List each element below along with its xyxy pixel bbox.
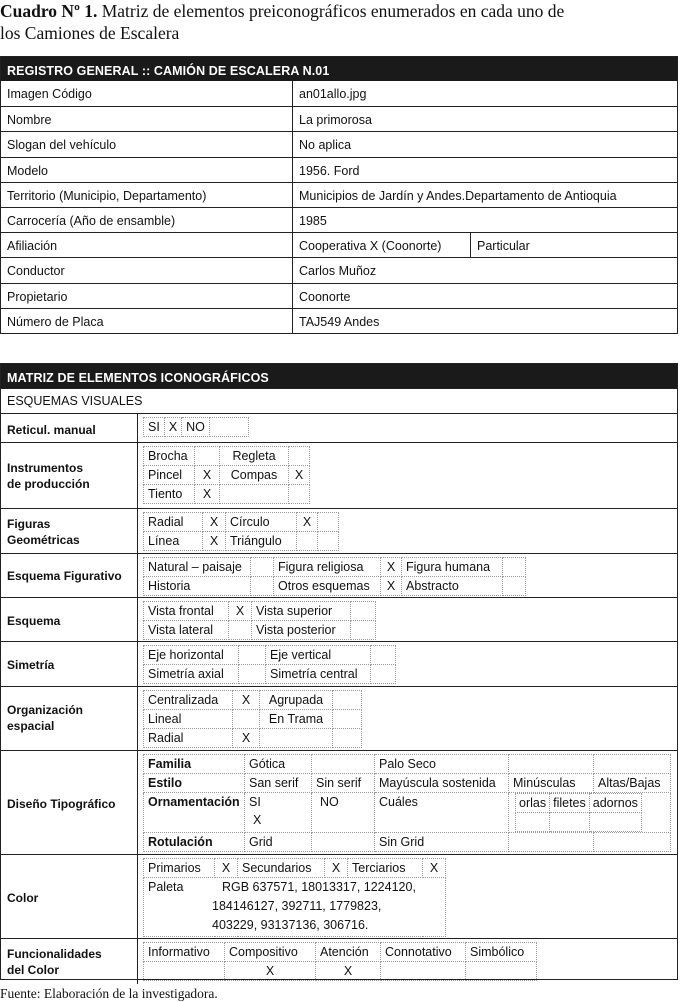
registro-row-label: Territorio (Municipio, Departamento) — [7, 188, 207, 203]
cell-mark: X — [381, 558, 402, 577]
cell-mark: X — [164, 418, 181, 437]
cell — [220, 485, 289, 504]
registro-row — [1, 131, 677, 156]
label-line: Organización — [7, 703, 84, 717]
cell-mark — [289, 447, 310, 466]
cell — [351, 602, 376, 621]
cell — [251, 577, 274, 596]
tipografico-grid — [143, 754, 671, 852]
paleta-cell — [144, 878, 446, 937]
cell: Regleta — [220, 447, 289, 466]
label-line: del Color — [7, 963, 60, 977]
cell — [351, 621, 376, 640]
cell: Grid — [245, 833, 312, 852]
cell-mark: X — [203, 532, 226, 551]
cell: Historia — [144, 577, 251, 596]
cell: San serif — [245, 774, 312, 793]
registro-row-value: 1956. Ford — [299, 163, 360, 178]
funcionalidades-grid — [143, 942, 537, 981]
label-diseno-tipografico: Diseño Tipográfico — [7, 797, 116, 811]
cell — [239, 665, 266, 684]
row-reticul-manual — [1, 413, 677, 442]
cell — [318, 532, 339, 551]
cell: Vista frontal — [144, 602, 229, 621]
cell: Compas — [220, 466, 289, 485]
cell — [312, 833, 375, 852]
cell — [209, 418, 248, 437]
registro-row — [1, 308, 677, 333]
cell-mark — [466, 962, 537, 981]
label-line: Instrumentos — [7, 461, 84, 475]
registro-rows — [1, 81, 677, 333]
cell-mark: X — [203, 513, 226, 532]
label-simetria: Simetría — [7, 658, 55, 672]
registro-general-table — [0, 56, 678, 334]
cell-mark: X — [229, 602, 252, 621]
registro-row — [1, 106, 677, 131]
cell: Sin Grid — [375, 833, 509, 852]
si-text: SI — [249, 795, 261, 809]
cell: NO — [182, 418, 210, 437]
cell: Altas/Bajas — [594, 774, 671, 793]
paleta-label: Paleta — [148, 880, 184, 894]
paleta-line: 184146127, 392711, 1779823, — [212, 899, 382, 913]
cell — [594, 833, 671, 852]
cell: Connotativo — [381, 943, 466, 962]
cell — [260, 729, 333, 748]
cell: Figura humana — [402, 558, 503, 577]
source-footnote: Fuente: Elaboración de la investigadora. — [0, 986, 218, 1001]
cell — [503, 577, 526, 596]
registro-row — [1, 283, 677, 308]
cell: Agrupada — [260, 691, 333, 710]
label-line: de producción — [7, 477, 90, 491]
cell: Primarios — [144, 859, 215, 878]
cell-mark: X — [225, 962, 316, 981]
row-simetria — [1, 641, 677, 686]
row-esquema-figurativo — [1, 553, 677, 597]
row-color — [1, 854, 677, 938]
caption-text-line1: Matriz de elementos preiconográficos enumerados en cada uno de — [97, 1, 565, 21]
cell — [594, 755, 671, 774]
cell-sub — [509, 793, 671, 833]
registro-row-label: Modelo — [7, 163, 48, 178]
registro-row-value-2: Particular — [477, 239, 530, 254]
cell: Atención — [316, 943, 381, 962]
esquema-figurativo-grid — [143, 557, 526, 596]
registro-row-value: No aplica — [299, 138, 352, 153]
registro-row-value: TAJ549 Andes — [299, 314, 380, 329]
registro-row-value: Coonorte — [299, 289, 351, 304]
registro-row — [1, 182, 677, 207]
cell: Sin serif — [312, 774, 375, 793]
cell: Secundarios — [238, 859, 325, 878]
cell-mark: X — [381, 577, 402, 596]
registro-row-label: Nombre — [7, 113, 52, 128]
registro-row-value: Cooperativa X (Coonorte) — [299, 239, 442, 254]
registro-row-value: Carlos Muñoz — [299, 264, 377, 279]
cell: Vista superior — [252, 602, 351, 621]
matriz-table — [0, 363, 678, 980]
cell: Compositivo — [225, 943, 316, 962]
registro-row — [1, 81, 677, 106]
cell: Simetría axial — [144, 665, 239, 684]
subheader-text: ESQUEMAS VISUALES — [7, 394, 143, 408]
label-instrumentos — [7, 460, 90, 492]
label-esquema: Esquema — [7, 614, 61, 628]
cell-mark: X — [233, 691, 260, 710]
cell: Otros esquemas — [274, 577, 381, 596]
label-line: Funcionalidades — [7, 947, 102, 961]
label-esquema-figurativo: Esquema Figurativo — [7, 569, 122, 583]
cell — [509, 833, 594, 852]
row-esquema — [1, 597, 677, 641]
esquemas-visuales-subheader — [1, 388, 677, 413]
cell: Vista posterior — [252, 621, 351, 640]
registro-row-value: 1985 — [299, 213, 327, 228]
cell: Centralizada — [144, 691, 233, 710]
cell: Rotulación — [144, 833, 245, 852]
cell: Círculo — [226, 513, 297, 532]
cell — [333, 691, 362, 710]
figuras-grid — [143, 512, 339, 551]
caption-text-line2: los Camiones de Escalera — [0, 23, 180, 43]
cell — [239, 646, 266, 665]
cell — [233, 710, 260, 729]
cell-mark: X — [316, 962, 381, 981]
row-funcionalidades-color — [1, 938, 677, 984]
label-line: Figuras — [7, 517, 51, 531]
si-mark: X — [253, 813, 262, 827]
estilo-row — [144, 774, 671, 793]
registro-row-label: Imagen Código — [7, 87, 92, 101]
cell: Tiento — [144, 485, 195, 504]
label-organizacion — [7, 702, 83, 734]
paleta-line: RGB 637571, 18013317, 1224120, — [222, 880, 416, 894]
registro-row-label: Conductor — [7, 264, 65, 279]
row-organizacion-espacial — [1, 686, 677, 750]
matriz-header: MATRIZ DE ELEMENTOS ICONOGRÁFICOS — [1, 364, 677, 388]
table-caption — [0, 0, 681, 44]
registro-row — [1, 207, 677, 232]
label-line: espacial — [7, 719, 55, 733]
cell-mark: X — [289, 466, 310, 485]
cell: Brocha — [144, 447, 195, 466]
cell: Gótica — [245, 755, 312, 774]
cell: Estilo — [144, 774, 245, 793]
cell — [503, 558, 526, 577]
row-instrumentos — [1, 442, 677, 508]
simetria-grid — [143, 645, 396, 684]
cell: En Trama — [260, 710, 333, 729]
cell — [333, 729, 362, 748]
cell-mark — [195, 447, 220, 466]
cell — [289, 485, 310, 504]
cell-mark — [144, 962, 225, 981]
instrumentos-grid — [143, 446, 310, 504]
paleta-line: 403229, 93137136, 306716. — [212, 918, 369, 932]
row-diseno-tipografico — [1, 750, 677, 854]
cell — [333, 710, 362, 729]
row-figuras-geometricas — [1, 508, 677, 553]
cell: orlas — [516, 794, 550, 813]
cell-mark: X — [195, 485, 220, 504]
registro-row-label: Número de Placa — [7, 314, 104, 329]
cell-si — [245, 793, 312, 833]
registro-row-label: Propietario — [7, 289, 68, 304]
cell: Figura religiosa — [274, 558, 381, 577]
cell: Eje horizontal — [144, 646, 239, 665]
rotulacion-row — [144, 833, 671, 852]
cell: Minúsculas — [509, 774, 594, 793]
color-grid — [143, 858, 446, 937]
registro-row-value: Municipios de Jardín y Andes.Departamento de Antioquia — [299, 188, 617, 203]
ornamentacion-subgrid — [515, 793, 642, 832]
cell-mark: X — [423, 859, 446, 878]
registro-row — [1, 257, 677, 282]
cell — [509, 755, 594, 774]
cell: Lineal — [144, 710, 233, 729]
registro-row-label: Afiliación — [7, 239, 58, 254]
cell-mark — [381, 962, 466, 981]
cell-mark: X — [195, 466, 220, 485]
cell: NO — [312, 793, 375, 833]
cell: adornos — [589, 794, 641, 813]
cell — [371, 646, 396, 665]
registro-row-value: an01allo.jpg — [299, 87, 367, 101]
cell-mark: X — [325, 859, 348, 878]
cell: Radial — [144, 513, 203, 532]
cell: Simbólico — [466, 943, 537, 962]
cell — [251, 558, 274, 577]
registro-row-value: La primorosa — [299, 113, 372, 128]
cell: Natural – paisaje — [144, 558, 251, 577]
cell — [297, 532, 318, 551]
label-figuras — [7, 516, 80, 548]
label-funcionalidades — [7, 946, 102, 978]
cell — [318, 513, 339, 532]
cell-mark: X — [233, 729, 260, 748]
esquema-grid — [143, 601, 376, 640]
cell: Línea — [144, 532, 203, 551]
cell: Abstracto — [402, 577, 503, 596]
cell: Triángulo — [226, 532, 297, 551]
ornamentacion-row — [144, 793, 671, 833]
cell: Radial — [144, 729, 233, 748]
reticul-grid — [143, 417, 249, 437]
cell: filetes — [550, 794, 590, 813]
cell: Mayúscula sostenida — [375, 774, 509, 793]
registro-row-label: Carrocería (Año de ensamble) — [7, 213, 176, 228]
cell — [371, 665, 396, 684]
cell: Pincel — [144, 466, 195, 485]
label-color: Color — [7, 891, 39, 905]
cell-mark: X — [297, 513, 318, 532]
cell: Informativo — [144, 943, 225, 962]
label-line: Geométricas — [7, 533, 80, 547]
cell: Vista lateral — [144, 621, 229, 640]
registro-row — [1, 232, 677, 257]
cell: Familia — [144, 755, 245, 774]
familia-row — [144, 755, 671, 774]
cell: Terciarios — [348, 859, 423, 878]
cell — [312, 755, 375, 774]
cell: Ornamentación — [144, 793, 245, 833]
label-reticul: Reticul. manual — [7, 423, 96, 437]
organizacion-grid — [143, 690, 362, 748]
cell: SI — [144, 418, 165, 437]
registro-header: REGISTRO GENERAL :: CAMIÓN DE ESCALERA N.01 — [1, 57, 677, 81]
cell: Palo Seco — [375, 755, 509, 774]
cell-mark: X — [215, 859, 238, 878]
cell: Cuáles — [375, 793, 509, 833]
caption-number: Cuadro Nº 1. — [0, 1, 98, 21]
cell: Eje vertical — [266, 646, 371, 665]
cell — [229, 621, 252, 640]
registro-row-label: Slogan del vehículo — [7, 138, 117, 153]
cell: Simetría central — [266, 665, 371, 684]
registro-row — [1, 157, 677, 182]
